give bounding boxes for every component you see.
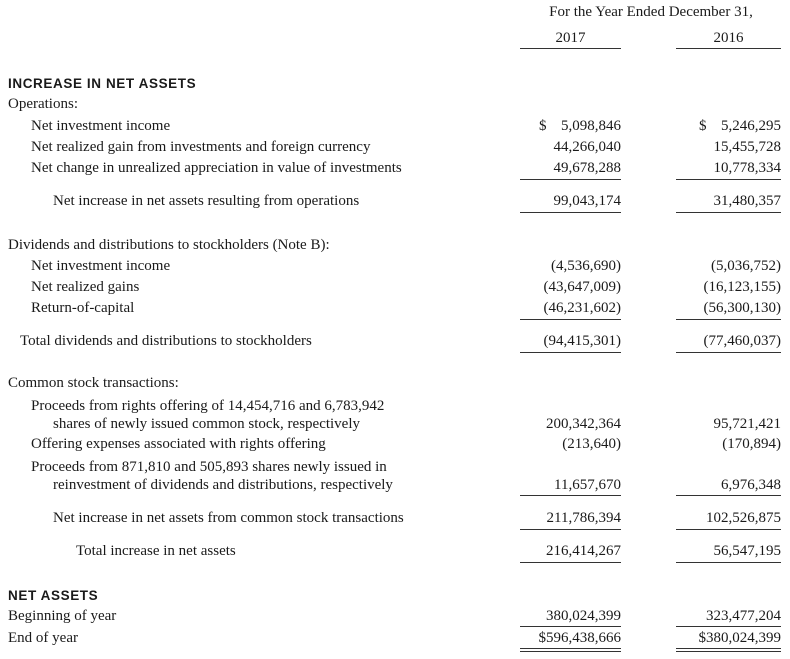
rights-value-2016: 95,721,421 bbox=[713, 416, 781, 432]
year-2016-header: 2016 bbox=[713, 30, 744, 46]
reinvest-value-2017: 11,657,670 bbox=[554, 477, 621, 493]
total-rule bbox=[676, 352, 781, 353]
subtotal-rule bbox=[676, 626, 781, 627]
subtotal-rule bbox=[676, 319, 781, 320]
reinvest-label-line1: Proceeds from 871,810 and 505,893 shares newly issued in bbox=[31, 459, 387, 475]
offering-value-2016: (170,894) bbox=[722, 436, 781, 452]
ops-row-value-2016: $ 5,246,295 bbox=[699, 118, 781, 134]
section-title-increase: INCREASE IN NET ASSETS bbox=[8, 76, 197, 91]
div-total-2016: (77,460,037) bbox=[703, 333, 781, 349]
div-total-2017: (94,415,301) bbox=[543, 333, 621, 349]
ops-total-2017: 99,043,174 bbox=[553, 193, 621, 209]
period-header: For the Year Ended December 31, bbox=[549, 4, 753, 20]
subtotal-rule bbox=[520, 179, 621, 180]
total-rule bbox=[520, 212, 621, 213]
operations-label: Operations: bbox=[8, 96, 78, 112]
ops-row-value-2017: $ 5,098,846 bbox=[539, 118, 621, 134]
subtotal-rule bbox=[676, 179, 781, 180]
ops-row-value-2016: 15,455,728 bbox=[713, 139, 781, 155]
double-underline bbox=[676, 648, 781, 652]
ops-row-value-2016: 10,778,334 bbox=[713, 160, 781, 176]
ops-row-label: Net investment income bbox=[31, 118, 171, 134]
total-rule bbox=[520, 529, 621, 530]
header-rule-2016 bbox=[676, 48, 781, 49]
section-title-net-assets: NET ASSETS bbox=[8, 588, 99, 603]
end-label: End of year bbox=[8, 630, 78, 646]
total-rule bbox=[520, 352, 621, 353]
div-row-value-2016: (56,300,130) bbox=[703, 300, 781, 316]
ops-total-2016: 31,480,357 bbox=[713, 193, 781, 209]
div-total-label: Total dividends and distributions to stockholders bbox=[20, 333, 312, 349]
currency-symbol: $ bbox=[698, 630, 706, 646]
stock-total-2016: 102,526,875 bbox=[706, 510, 781, 526]
currency-symbol: $ bbox=[539, 118, 547, 134]
subtotal-rule bbox=[520, 495, 621, 496]
total-rule bbox=[676, 562, 781, 563]
reinvest-value-2016: 6,976,348 bbox=[721, 477, 781, 493]
currency-symbol: $ bbox=[538, 630, 546, 646]
subtotal-rule bbox=[676, 495, 781, 496]
header-rule-2017 bbox=[520, 48, 621, 49]
reinvest-label-line2: reinvestment of dividends and distributions, respectively bbox=[53, 477, 393, 493]
rights-value-2017: 200,342,364 bbox=[546, 416, 621, 432]
div-row-label: Net realized gains bbox=[31, 279, 140, 295]
div-row-value-2016: (16,123,155) bbox=[703, 279, 781, 295]
ops-row-label: Net realized gain from investments and foreign currency bbox=[31, 139, 371, 155]
ops-row-value-2017: 44,266,040 bbox=[553, 139, 621, 155]
currency-symbol: $ bbox=[699, 118, 707, 134]
beginning-2016: 323,477,204 bbox=[706, 608, 781, 624]
div-row-value-2017: (43,647,009) bbox=[543, 279, 621, 295]
rights-label-line2: shares of newly issued common stock, respectively bbox=[53, 416, 361, 432]
div-row-value-2017: (4,536,690) bbox=[551, 258, 621, 274]
total-increase-2017: 216,414,267 bbox=[546, 543, 621, 559]
ops-total-label: Net increase in net assets resulting from operations bbox=[53, 193, 360, 209]
offering-value-2017: (213,640) bbox=[562, 436, 621, 452]
beginning-label: Beginning of year bbox=[8, 608, 117, 624]
ops-row-label: Net change in unrealized appreciation in value of investments bbox=[31, 160, 402, 176]
total-increase-2016: 56,547,195 bbox=[713, 543, 781, 559]
beginning-2017: 380,024,399 bbox=[546, 608, 621, 624]
total-rule bbox=[676, 529, 781, 530]
total-rule bbox=[520, 562, 621, 563]
div-row-label: Return-of-capital bbox=[31, 300, 135, 316]
dividends-title: Dividends and distributions to stockholders (Note B): bbox=[8, 237, 330, 253]
year-2017-header: 2017 bbox=[555, 30, 586, 46]
stock-total-label: Net increase in net assets from common stock transactions bbox=[53, 510, 404, 526]
end-2016: $380,024,399 bbox=[698, 630, 781, 646]
subtotal-rule bbox=[520, 319, 621, 320]
rights-label-line1: Proceeds from rights offering of 14,454,716 and 6,783,942 bbox=[31, 398, 385, 414]
div-row-value-2017: (46,231,602) bbox=[543, 300, 621, 316]
offering-label: Offering expenses associated with rights offering bbox=[31, 436, 326, 452]
total-increase-label: Total increase in net assets bbox=[76, 543, 236, 559]
ops-row-value-2017: 49,678,288 bbox=[553, 160, 621, 176]
div-row-label: Net investment income bbox=[31, 258, 171, 274]
stock-total-2017: 211,786,394 bbox=[546, 510, 621, 526]
total-rule bbox=[676, 212, 781, 213]
stock-title: Common stock transactions: bbox=[8, 375, 179, 391]
subtotal-rule bbox=[520, 626, 621, 627]
div-row-value-2016: (5,036,752) bbox=[711, 258, 781, 274]
end-2017: $596,438,666 bbox=[538, 630, 621, 646]
double-underline bbox=[520, 648, 621, 652]
